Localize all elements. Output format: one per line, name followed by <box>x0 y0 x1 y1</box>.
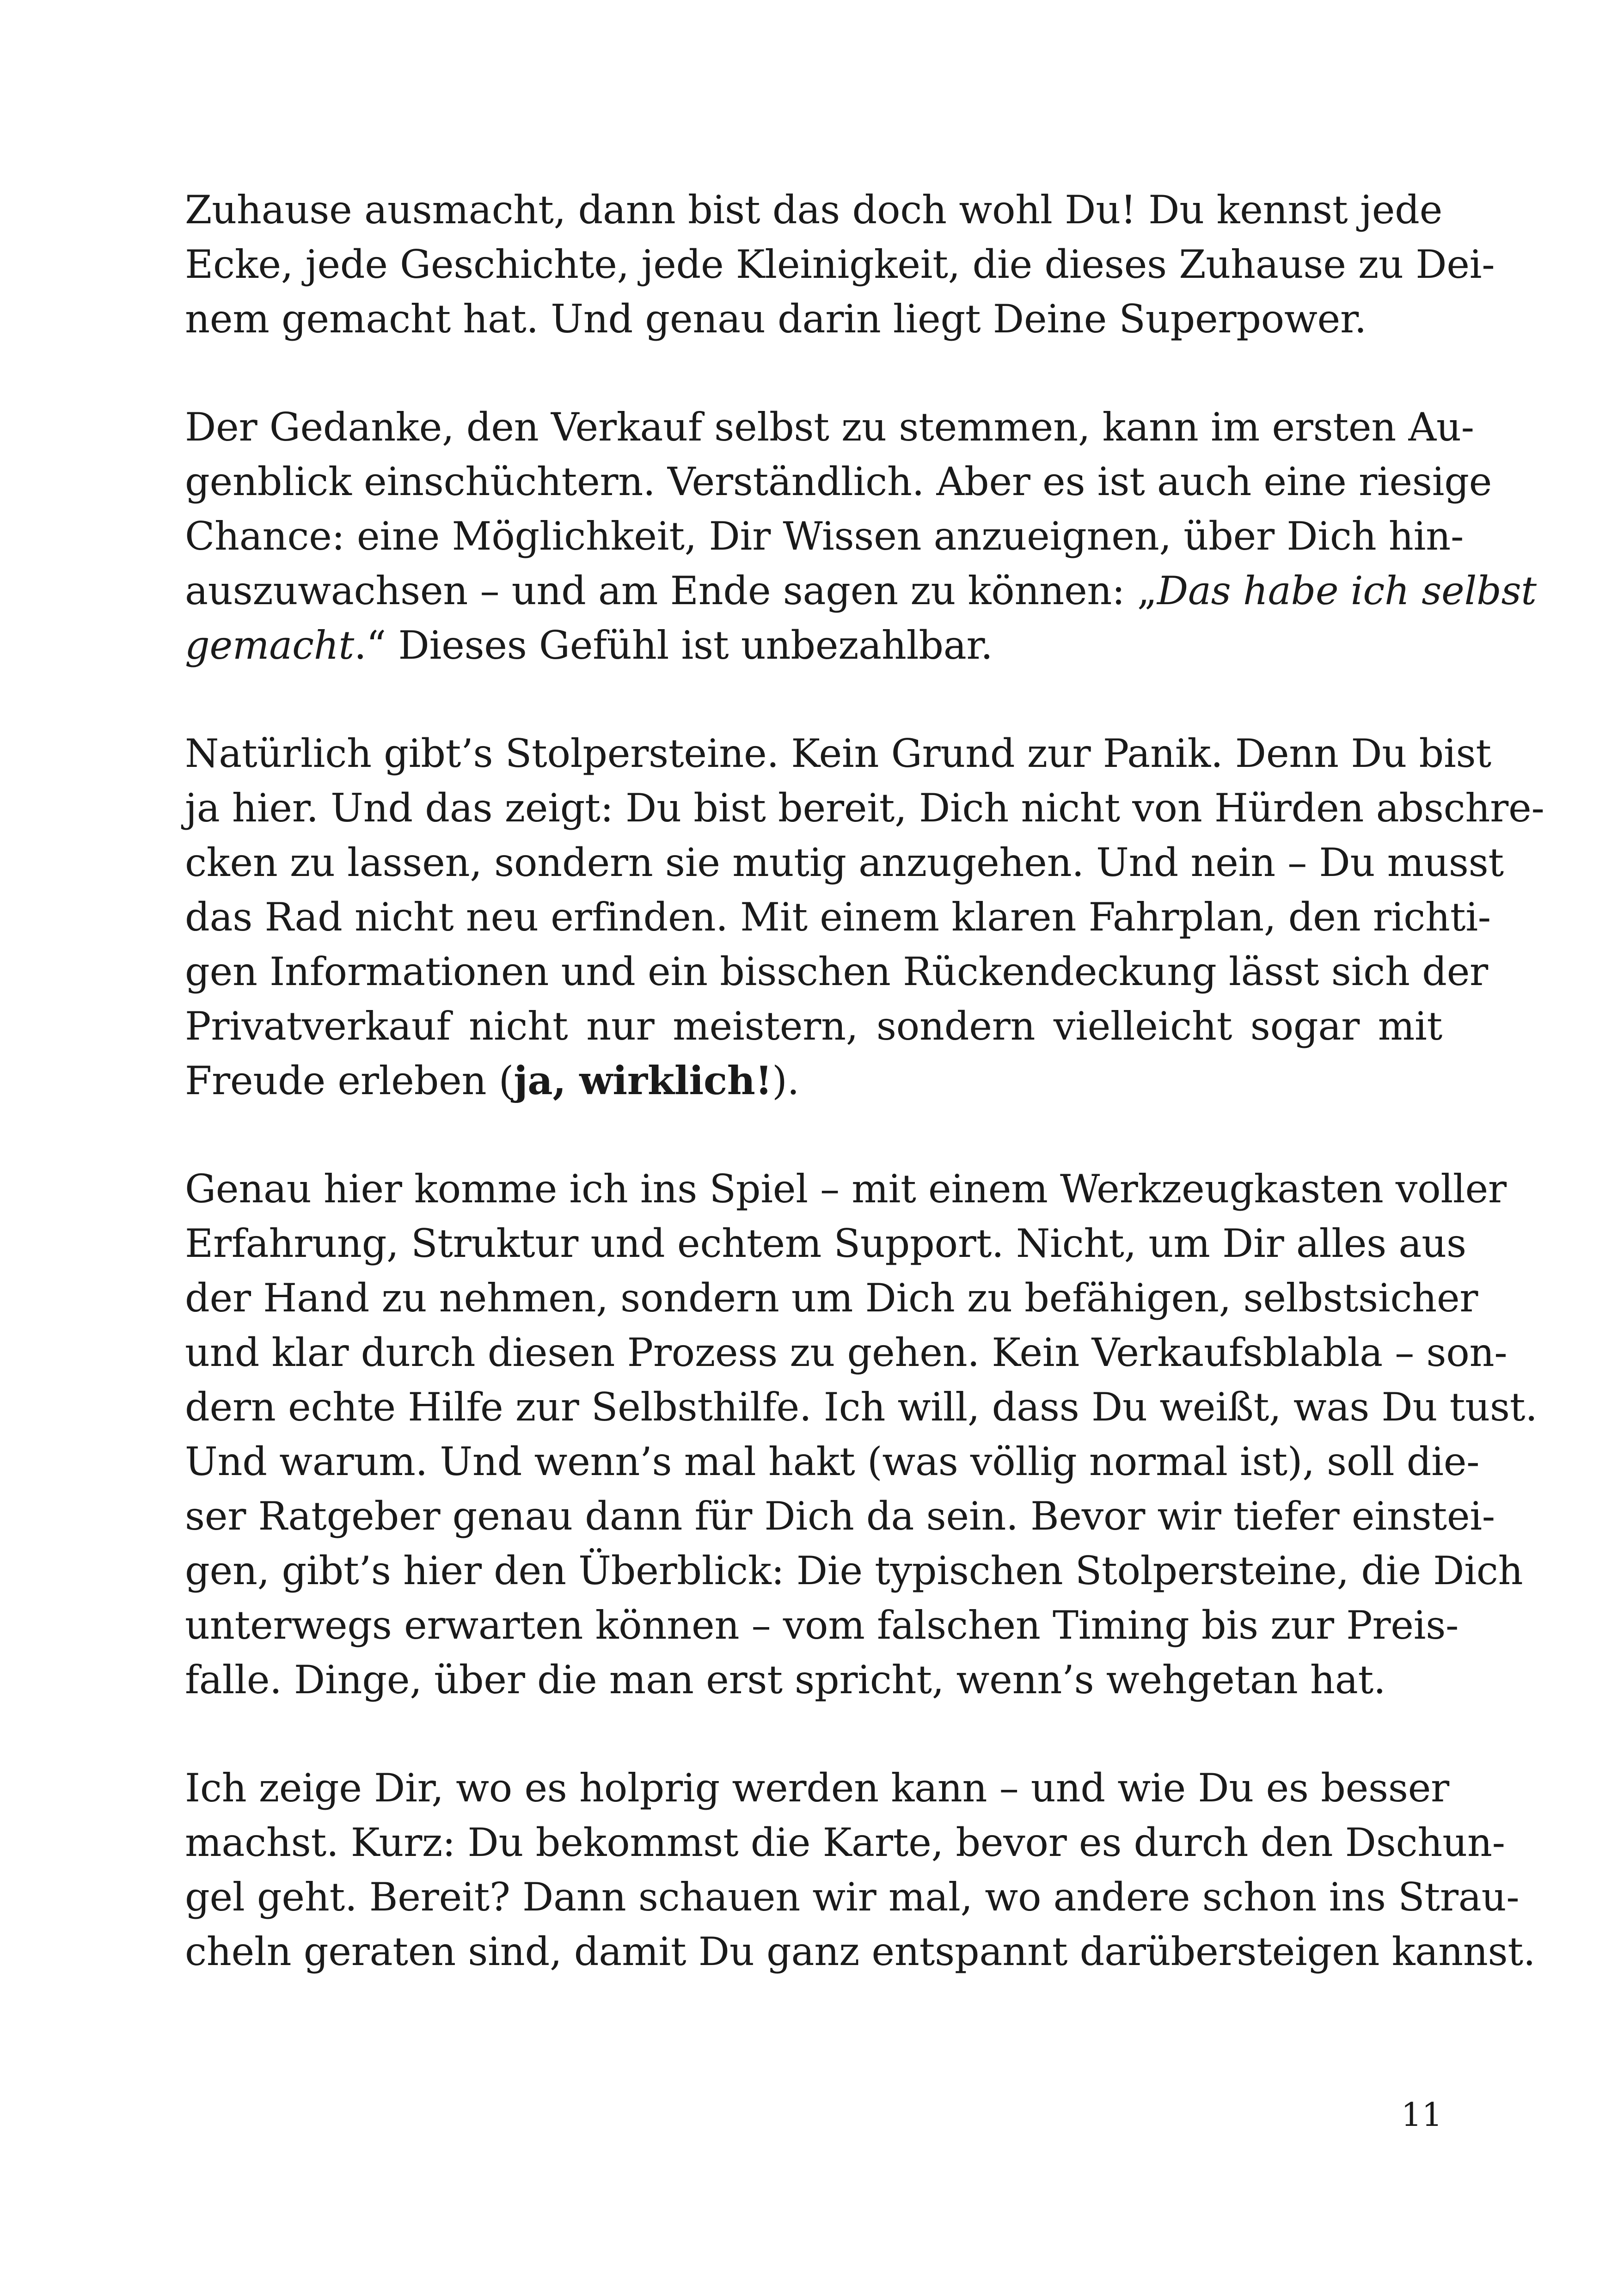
paragraph <box>185 1162 1538 1707</box>
text-line: Zuhause ausmacht, dann bist das doch wohl Du! Du kennst jede <box>185 187 1442 233</box>
text-line: der Hand zu nehmen, sondern um Dich zu befähigen, selbstsicher <box>185 1275 1478 1321</box>
bold-emphasis: ja, wirklich! <box>514 1058 772 1103</box>
body-text <box>185 183 1544 1979</box>
text-segment: .“ Dieses Gefühl ist unbezahlbar. <box>354 623 993 668</box>
text-line: das Rad nicht neu erfinden. Mit einem klaren Fahrplan, den richti- <box>185 894 1491 940</box>
text-line: falle. Dinge, über die man erst spricht, wenn’s wehgetan hat. <box>185 1657 1386 1702</box>
italic-quote: gemacht <box>185 623 355 668</box>
text-line: gel geht. Bereit? Dann schauen wir mal, wo andere schon ins Strau- <box>185 1874 1520 1920</box>
text-line: Der Gedanke, den Verkauf selbst zu stemmen, kann im ersten Au- <box>185 404 1474 450</box>
text-line: ser Ratgeber genau dann für Dich da sein. Bevor wir tiefer einstei- <box>185 1494 1495 1539</box>
text-segment: Freude erleben ( <box>185 1058 514 1103</box>
text-line <box>185 618 1442 673</box>
text-segment: auszuwachsen – und am Ende sagen zu können: „ <box>185 568 1157 613</box>
text-line <box>185 563 1537 618</box>
text-line: unterwegs erwarten können – vom falschen Timing bis zur Preis- <box>185 1603 1459 1648</box>
text-line: cken zu lassen, sondern sie mutig anzugehen. Und nein – Du musst <box>185 840 1504 885</box>
text-line: Und warum. Und wenn’s mal hakt (was völlig normal ist), soll die- <box>185 1439 1480 1484</box>
text-line: Natürlich gibt’s Stolpersteine. Kein Grund zur Panik. Denn Du bist <box>185 731 1491 776</box>
text-line: Erfahrung, Struktur und echtem Support. Nicht, um Dir alles aus <box>185 1221 1466 1266</box>
text-line: und klar durch diesen Prozess zu gehen. Kein Verkaufsblabla – son- <box>185 1330 1508 1375</box>
text-line: Privatverkauf nicht nur meistern, sondern vielleicht sogar mit <box>185 1004 1442 1049</box>
text-line: machst. Kurz: Du bekommst die Karte, bevor es durch den Dschun- <box>185 1820 1505 1865</box>
text-line: cheln geraten sind, damit Du ganz entspannt darübersteigen kannst. <box>185 1929 1536 1974</box>
text-line: gen Informationen und ein bisschen Rückendeckung lässt sich der <box>185 949 1488 994</box>
italic-quote: Das habe ich selbst <box>1157 568 1537 613</box>
page-number: 11 <box>1401 2096 1442 2134</box>
paragraph <box>185 726 1544 1108</box>
text-line: Ecke, jede Geschichte, jede Kleinigkeit, die dieses Zuhause zu Dei- <box>185 242 1495 287</box>
text-line <box>185 1053 1442 1108</box>
text-line: ja hier. Und das zeigt: Du bist bereit, Dich nicht von Hürden abschre- <box>185 785 1544 831</box>
text-line: Chance: eine Möglichkeit, Dir Wissen anzueignen, über Dich hin- <box>185 514 1464 559</box>
paragraph <box>185 400 1537 673</box>
text-segment: ). <box>772 1058 800 1103</box>
text-line: Ich zeige Dir, wo es holprig werden kann – und wie Du es besser <box>185 1765 1449 1811</box>
paragraph <box>185 1761 1536 1979</box>
text-line: gen, gibt’s hier den Überblick: Die typischen Stolpersteine, die Dich <box>185 1548 1523 1593</box>
text-line: genblick einschüchtern. Verständlich. Aber es ist auch eine riesige <box>185 459 1492 504</box>
text-line: nem gemacht hat. Und genau darin liegt Deine Superpower. <box>185 296 1367 342</box>
text-line: dern echte Hilfe zur Selbsthilfe. Ich will, dass Du weißt, was Du tust. <box>185 1384 1538 1430</box>
text-line: Genau hier komme ich ins Spiel – mit einem Werkzeugkasten voller <box>185 1166 1507 1212</box>
paragraph <box>185 183 1495 346</box>
